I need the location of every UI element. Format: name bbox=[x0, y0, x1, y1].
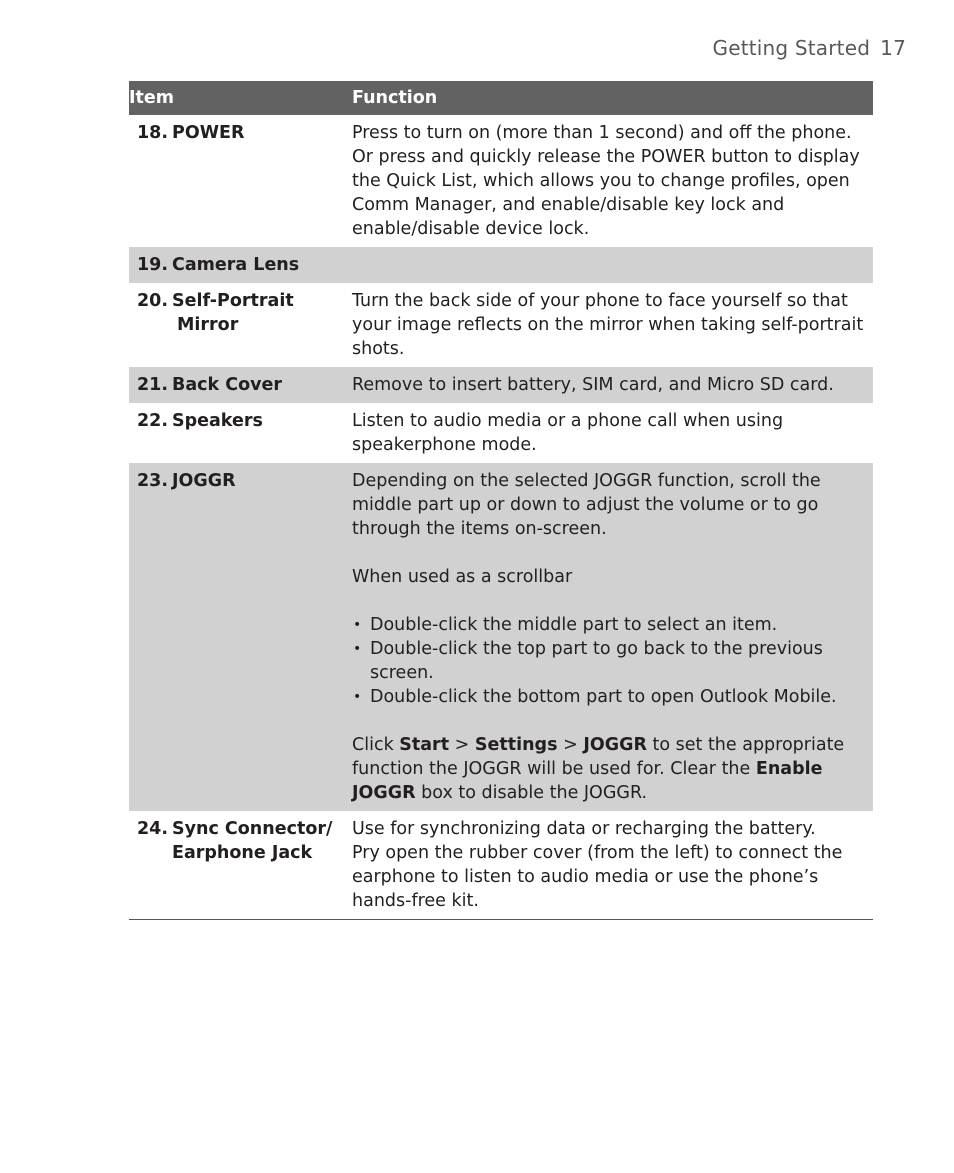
list-item: • Double-click the middle part to select an item. bbox=[352, 613, 867, 637]
list-item: • Double-click the bottom part to open Outlook Mobile. bbox=[352, 685, 867, 709]
item-cell bbox=[129, 403, 352, 463]
table-row bbox=[129, 463, 873, 811]
item-name bbox=[172, 817, 351, 865]
joggr-bullet-list bbox=[352, 613, 867, 709]
item-name: Speakers bbox=[172, 411, 263, 431]
table-row bbox=[129, 115, 873, 247]
menu-path-start: Start bbox=[399, 735, 450, 755]
item-name-line1: Sync Connector/ bbox=[172, 819, 333, 839]
item-number: 18. bbox=[137, 123, 169, 143]
table-row bbox=[129, 367, 873, 403]
list-item: • Double-click the top part to go back to the previous screen. bbox=[352, 637, 867, 685]
path-separator: > bbox=[454, 735, 470, 755]
item-number: 20. bbox=[137, 291, 169, 311]
function-cell bbox=[352, 247, 873, 283]
item-number: 21. bbox=[137, 375, 169, 395]
item-cell bbox=[129, 283, 352, 367]
column-header-function: Function bbox=[352, 81, 873, 115]
enable-joggr-label: Enable JOGGR bbox=[352, 759, 823, 803]
item-number: 22. bbox=[137, 411, 169, 431]
function-cell: Press to turn on (more than 1 second) and off the phone. Or press and quickly release the POWER button to display the Quick List, which allows you to change profiles, open Comm Manager, and enable/disable key lock and enable/disable device lock. bbox=[352, 123, 860, 239]
table-row bbox=[129, 811, 873, 920]
item-name-line2: Earphone Jack bbox=[172, 843, 313, 863]
menu-path-joggr: JOGGR bbox=[583, 735, 647, 755]
path-separator: > bbox=[563, 735, 578, 755]
instruction-text: to set the appropriate function the JOGGR will be used for. Clear the bbox=[352, 735, 845, 779]
table-row bbox=[129, 247, 873, 283]
function-cell bbox=[352, 463, 873, 811]
item-name-line2: Mirror bbox=[177, 315, 239, 335]
page-number: 17 bbox=[880, 36, 906, 60]
item-cell bbox=[129, 463, 352, 811]
instruction-text: box to disable the JOGGR. bbox=[421, 783, 648, 803]
column-header-item: Item bbox=[129, 81, 352, 115]
running-header bbox=[713, 36, 907, 60]
function-cell bbox=[352, 811, 873, 920]
item-number: 24. bbox=[137, 819, 169, 839]
joggr-intro: Depending on the selected JOGGR function, scroll the middle part up or down to adjust the volume or to go through the items on-screen. bbox=[352, 471, 821, 539]
joggr-scrollbar-heading: When used as a scrollbar bbox=[352, 567, 573, 587]
table-header-row bbox=[129, 81, 873, 115]
item-cell bbox=[129, 247, 352, 283]
item-number: 23. bbox=[137, 471, 169, 491]
function-cell: Listen to audio media or a phone call when using speakerphone mode. bbox=[352, 411, 784, 455]
function-cell: Turn the back side of your phone to face yourself so that your image reflects on the mirror when taking self-portrait shots. bbox=[352, 291, 864, 359]
item-name-line1: Self-Portrait bbox=[172, 291, 294, 311]
function-cell: Remove to insert battery, SIM card, and Micro SD card. bbox=[352, 367, 873, 403]
item-cell bbox=[129, 115, 352, 247]
sync-description: Use for synchronizing data or recharging the battery. bbox=[352, 819, 816, 839]
item-cell bbox=[129, 367, 352, 403]
item-name: Camera Lens bbox=[172, 255, 300, 275]
joggr-settings-instruction bbox=[352, 733, 867, 805]
item-number: 19. bbox=[137, 255, 169, 275]
item-name: POWER bbox=[172, 123, 245, 143]
item-name bbox=[172, 289, 351, 337]
item-name: Back Cover bbox=[172, 375, 283, 395]
table-row bbox=[129, 283, 873, 367]
item-function-table bbox=[129, 81, 873, 920]
section-title: Getting Started bbox=[712, 36, 871, 60]
item-cell bbox=[129, 811, 352, 920]
table-row bbox=[129, 403, 873, 463]
instruction-text: Click bbox=[352, 735, 394, 755]
item-name: JOGGR bbox=[172, 471, 236, 491]
earphone-description: Pry open the rubber cover (from the left) to connect the earphone to listen to audio media or use the phone’s hands-free kit. bbox=[352, 843, 843, 911]
menu-path-settings: Settings bbox=[474, 735, 558, 755]
